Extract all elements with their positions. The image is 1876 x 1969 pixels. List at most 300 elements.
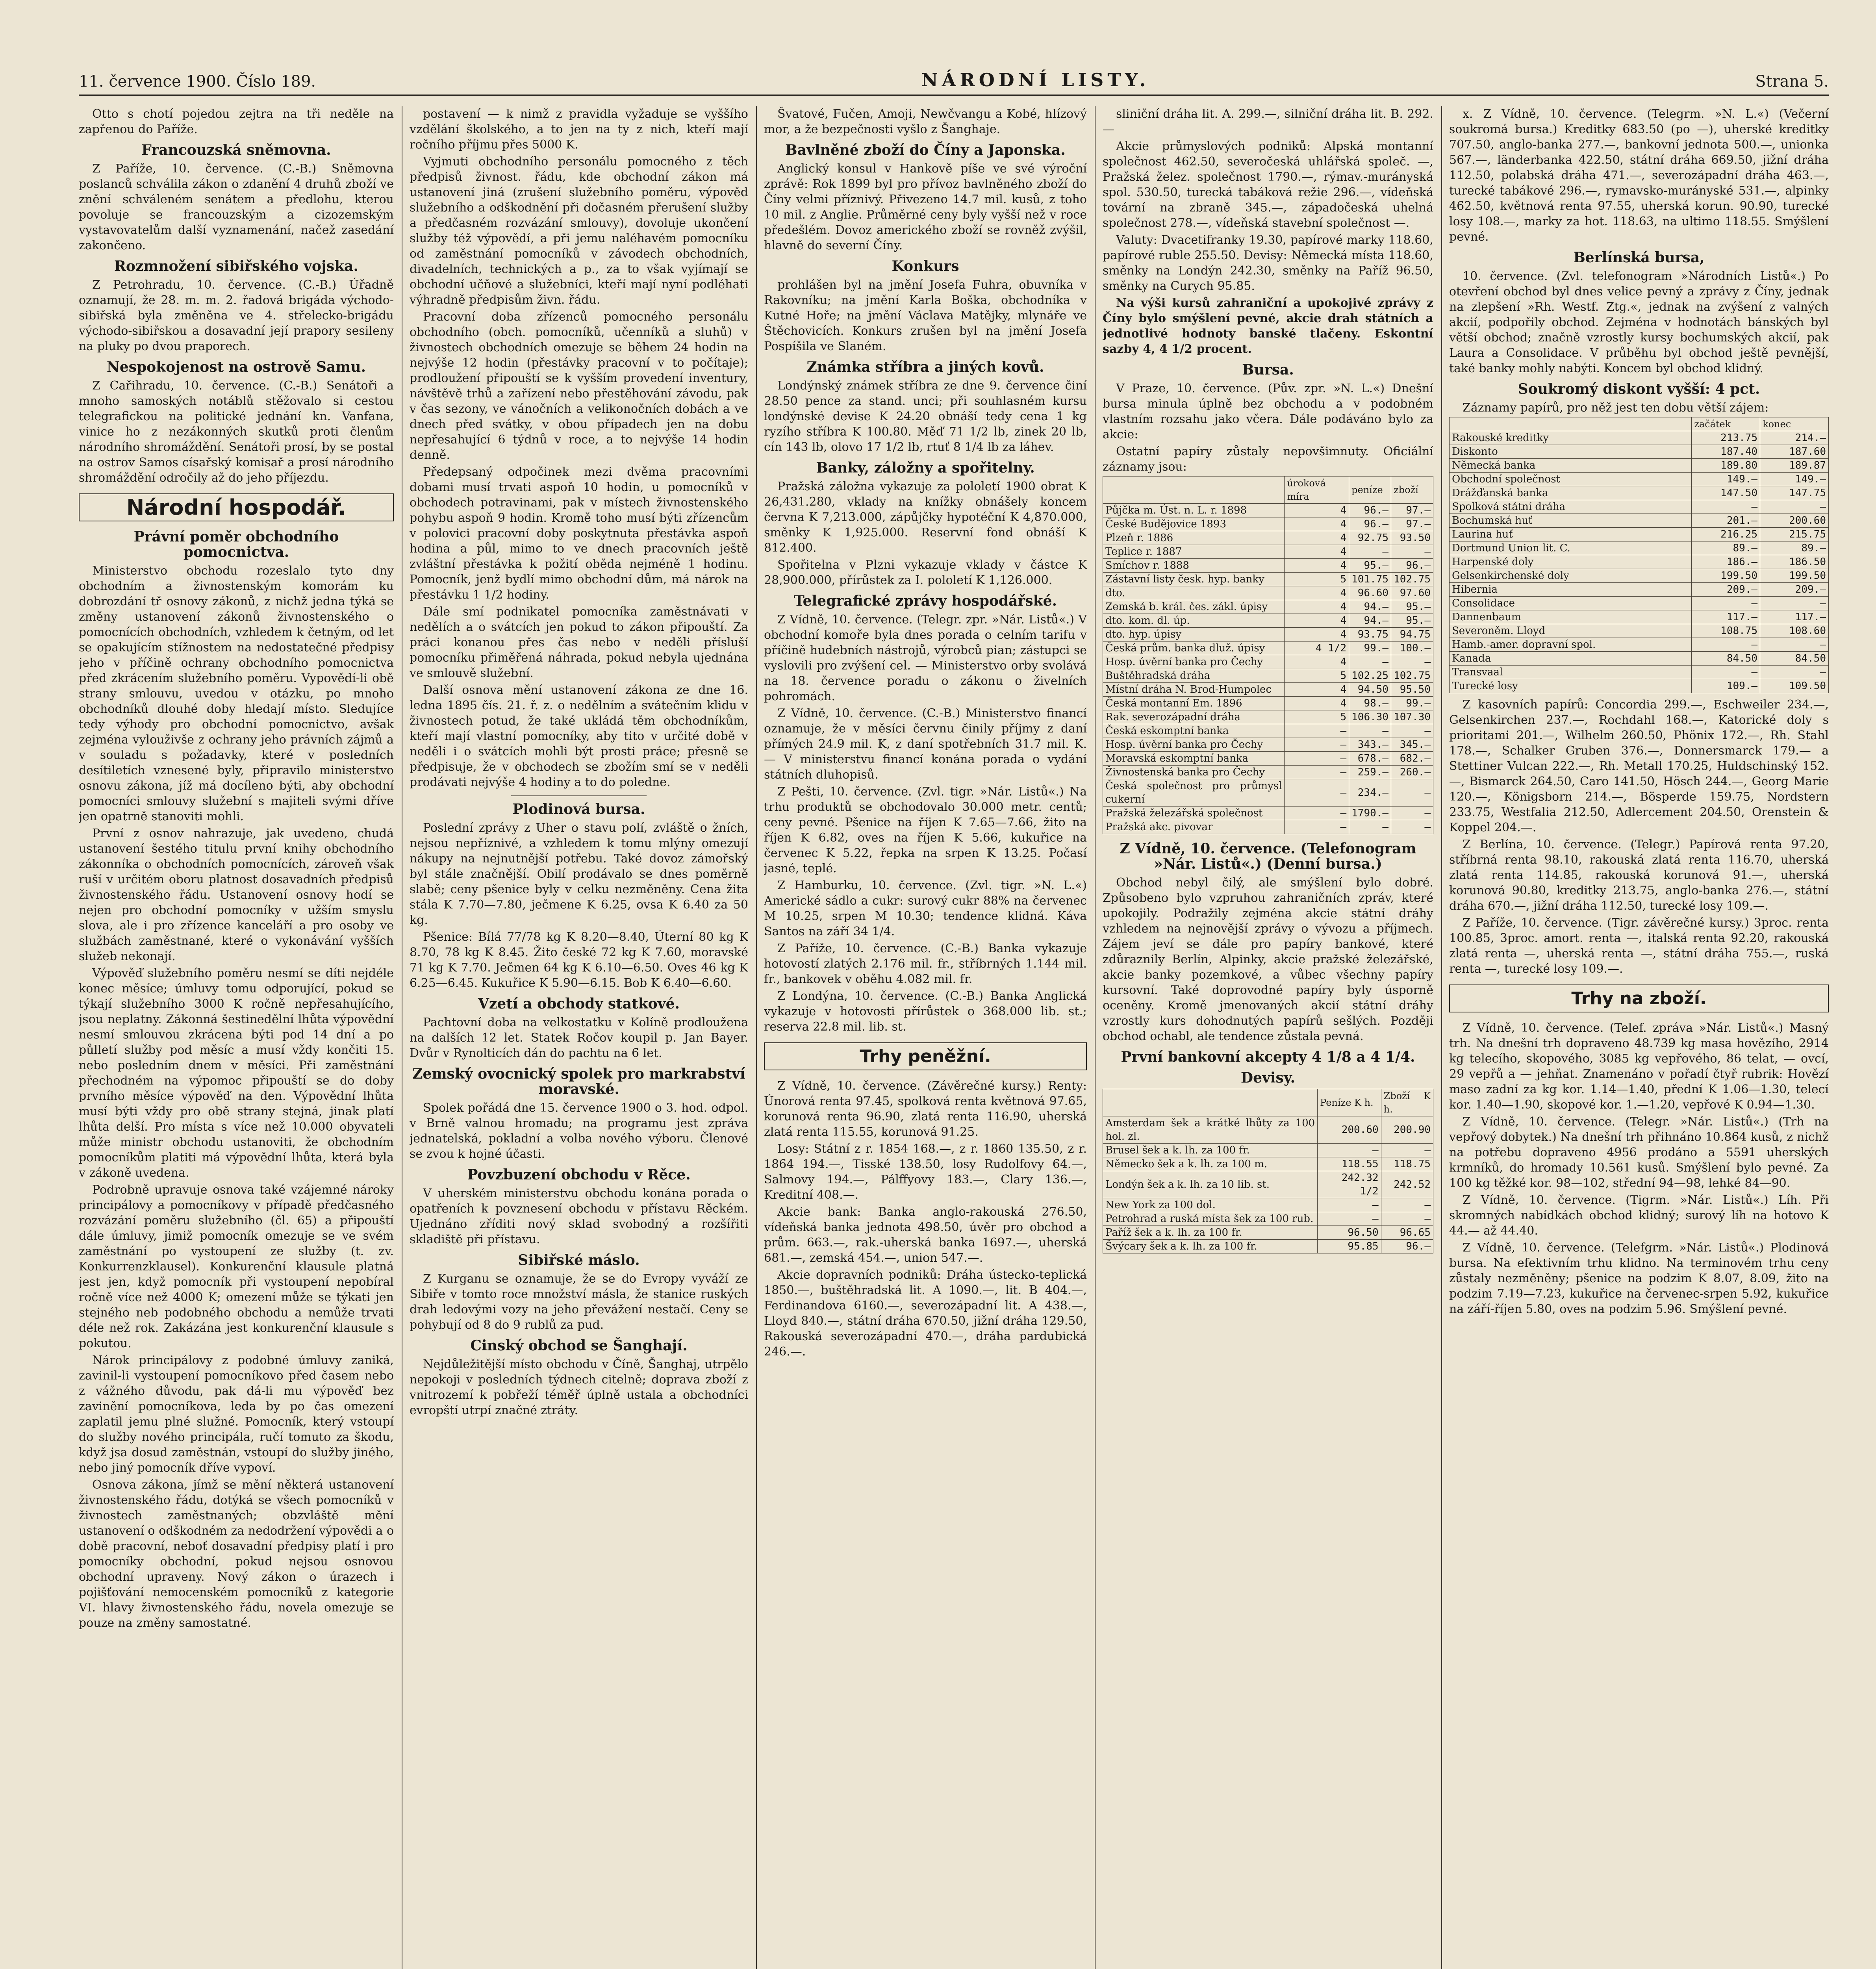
header-rule bbox=[79, 95, 1829, 96]
table-cell: Švýcary šek a k. lh. za 100 fr. bbox=[1103, 1240, 1318, 1253]
paragraph: Osnova zákona, jímž se mění některá ustanovení živnostenského řádu, dotýká se všech pomocníků v živnostech zaměstnaných; obzvláště mění ustanovení o odškodném za nedodržení výpovědi a o době pracovní, neboť dosavadní předpisy platí i pro pomocníky obchodní, pokud nejsou osnovou obchodní upraveny. Nový zákon o úrazech i pojišťování nemocenském pomocníků z kategorie VI. hlavy živnostenského řádu, novela omezuje se pouze na změny samostatné. bbox=[79, 1478, 394, 1630]
paragraph: Spořitelna v Plzni vykazuje vklady v částce K 28,900.000, přírůstek za I. pololetí K 1,126.000. bbox=[764, 558, 1087, 587]
table-row bbox=[1103, 573, 1433, 586]
paragraph: Záznamy papírů, pro něž jest ten dobu větší zájem: bbox=[1463, 401, 1769, 415]
table-cell: Buštěhradská dráha bbox=[1103, 669, 1285, 683]
page-number: Strana 5. bbox=[1755, 72, 1829, 91]
table-row bbox=[1103, 779, 1433, 807]
paragraph: Anglický konsul v Hankově píše ve své výroční zprávě: Rok 1899 byl pro přívoz bavlněného zboží do Číny velmi příznivý. Přivezeno 14.7 mil. kusů, z toho 10 mil. z Anglie. Průměrné ceny byly vyšší než v roce předešlém. Dovoz amerického zboží se rovněž zvýšil, hlavně do severní Číny. bbox=[764, 162, 1087, 252]
table-row bbox=[1103, 1212, 1433, 1226]
headline: Devisy. bbox=[1240, 1070, 1296, 1086]
paragraph: Výpověď služebního poměru nesmí se díti nejdéle konec měsíce; úmluvy tomu odporující, pokud se týkají služebního 3000 K ročně nepřesahujícího, jsou neplatny. Zákonná šestinedělní lhůta výpovědní nesmí smlouvou zkrácena býti pod 14 dní a po půlletí služby pod měsíc a musí vždy končiti 15. nebo posledním dnem v měsíci. Při zaměstnání přechodném na výpomoc připouští se do doby prvního měsíce výpověď na den. Výpovědní lhůta musí býti vždy pro obě strany stejná, jinak platí lhůta delší. Pro místa s více než 10.000 obyvateli může ministr obchodu ustanoviti, že obchodním pomocníkům platiti má výpovědní lhůta, která byla v zákoně uvedena. bbox=[79, 966, 394, 1180]
paragraph: Z Paříže, 10. července. (Tigr. závěrečné kursy.) 3proc. renta 100.85, 3proc. amort. renta —, italská renta 92.20, rakouská zlatá renta —, uherská renta —, státní dráha 755.—, ruská renta —, turecké losy 109.—. bbox=[1449, 916, 1829, 976]
table-cell: — bbox=[1349, 724, 1391, 738]
table-cell: Smíchov r. 1888 bbox=[1103, 559, 1285, 573]
headline: Soukromý diskont vyšší: 4 pct. bbox=[1518, 381, 1760, 397]
table-cell: 4 bbox=[1285, 655, 1349, 669]
table-cell: Brusel šek a k. lh. za 100 fr. bbox=[1103, 1144, 1318, 1157]
paragraph: Na výši kursů zahraniční a upokojivé zprávy z Číny bylo smýšlení pevné, akcie drah státních a jednotlivé hodnoty banské tlačeny. Eskontní sazby 4, 4 1/2 procent. bbox=[1103, 296, 1433, 356]
paragraph: Z Paříže, 10. července. (C.-B.) Sněmovna poslanců schválila zákon o zdanění 4 druhů zboží ve znění schváleném senátem a předlohu, kterou povoluje se francouzským a cizozemským vystavovatelům další vyznamenání, načež zasedání zakončeno. bbox=[79, 162, 394, 252]
table-row bbox=[1450, 473, 1829, 486]
table-cell: 200.60 bbox=[1318, 1116, 1381, 1144]
table-row bbox=[1103, 683, 1433, 697]
table-row bbox=[1450, 638, 1829, 652]
table-cell: Dannenbaum bbox=[1450, 610, 1692, 624]
table-cell: 678.— bbox=[1349, 752, 1391, 766]
table-cell: 5 bbox=[1285, 573, 1349, 586]
table-cell: 94.— bbox=[1349, 600, 1391, 614]
table-cell: 4 bbox=[1285, 697, 1349, 710]
table-cell: 102.75 bbox=[1391, 573, 1433, 586]
headline: Bursa. bbox=[1242, 362, 1294, 378]
headline: První bankovní akcepty 4 1/8 a 4 1/4. bbox=[1121, 1049, 1415, 1065]
table-cell: Teplice r. 1887 bbox=[1103, 545, 1285, 559]
table-cell: — bbox=[1391, 820, 1433, 834]
table-cell: 149.— bbox=[1760, 473, 1829, 486]
table-cell: Transvaal bbox=[1450, 666, 1692, 679]
table-cell: 96.— bbox=[1391, 559, 1433, 573]
table-row bbox=[1103, 738, 1433, 752]
table-cell: 186.— bbox=[1692, 555, 1760, 569]
table-cell: Kanada bbox=[1450, 652, 1692, 666]
table-cell: Česká společnost pro průmysl cukerní bbox=[1103, 779, 1285, 807]
headline: Nespokojenost na ostrově Samu. bbox=[106, 359, 366, 375]
headline: Právní poměr obchodního pomocnictva. bbox=[133, 528, 339, 560]
column-header: Peníze K h. bbox=[1318, 1089, 1381, 1116]
table-row bbox=[1103, 1116, 1433, 1144]
table-cell: 199.50 bbox=[1692, 569, 1760, 583]
table-cell: 201.— bbox=[1692, 514, 1760, 528]
table-cell: Pražská železářská společnost bbox=[1103, 807, 1285, 820]
paragraph: Akcie průmyslových podniků: Alpská montanní společnost 462.50, severočeská uhlářská společ. —, Pražská želez. společnost 1790.—, rýmav.-murányská spol. 530.50, turecká tabáková režie 296.—, vídeňská tovární na zbraně 345.—, západočeská uhelná společnost 278.—, vídeňská stavební společnost —. bbox=[1103, 139, 1433, 230]
table-cell: New York za 100 dol. bbox=[1103, 1198, 1318, 1212]
paragraph: Z Pešti, 10. července. (Zvl. tigr. »Nár. Listů«.) Na trhu produktů se obchodovalo 30.000 metr. centů; ceny pevné. Pšenice na říjen K 7.65—7.66, žito na říjen K 6.82, oves na říjen K 5.66, kukuřice na červenec K 5.22, řepka na srpen K 13.25. Počasí jasné, teplé. bbox=[764, 785, 1087, 875]
table-cell: 187.60 bbox=[1760, 445, 1829, 459]
paragraph: sliniční dráha lit. A. 299.—, silniční dráha lit. B. 292.— bbox=[1103, 107, 1433, 136]
table-cell: 4 bbox=[1285, 614, 1349, 628]
table-row bbox=[1103, 600, 1433, 614]
table-cell: Hosp. úvěrní banka pro Čechy bbox=[1103, 655, 1285, 669]
paragraph: Z Berlína, 10. července. (Telegr.) Papírová renta 97.20, stříbrná renta 98.10, rakouská zlatá renta 116.70, uherská zlatá renta 114.85, rakouská korunová 91.—, uherská korunová 90.80, kreditky 213.75, anglo-banka 276.—, státní dráha 670.—, jižní dráha 112.50, turecké losy 109.—. bbox=[1449, 838, 1829, 913]
paragraph: Z Cařihradu, 10. července. (C.-B.) Senátoři a mnoho samoských notáblů stěžovalo si cestou telegrafickou na politické jednání kn. Vanfana, vinice ho z nezákonných skutků proti členům národního shromáždění. Senátoři prosí, by se postal na ostrov Samos císařský komisař a prosí národního shromáždění odročily až do jeho příjezdu. bbox=[79, 379, 394, 485]
table-cell: 4 bbox=[1285, 504, 1349, 517]
table-cell: 214.— bbox=[1760, 431, 1829, 445]
table-cell: 92.75 bbox=[1349, 531, 1391, 545]
headline: Rozmnožení sibiřského vojska. bbox=[114, 258, 358, 274]
paragraph: Pšenice: Bílá 77/78 kg K 8.20—8.40, Úterní 80 kg K 8.70, 78 kg K 8.45. Žito české 72 kg K 7.60, moravské 71 kg K 7.70. Ječmen 64 kg K 6.10—6.50. Oves 46 kg K 6.25—6.45. Kukuřice K 5.90—6.15. Bob K 6.40—6.60. bbox=[410, 930, 748, 990]
table-cell: 96.50 bbox=[1318, 1226, 1381, 1240]
table-cell: — bbox=[1285, 807, 1349, 820]
paragraph: Z Petrohradu, 10. července. (C.-B.) Úřadně oznamují, že 28. m. m. 2. řadová brigáda východo-sibiřská byla změněna ve 4. střelecko-brigádu východo-sibiřskou a dosavadní její prapory sesileny na pluky po dvou praporech. bbox=[79, 278, 394, 353]
table-cell: 93.75 bbox=[1349, 628, 1391, 642]
headline: Berlínská bursa, bbox=[1573, 249, 1705, 266]
table-cell: 97.60 bbox=[1391, 586, 1433, 600]
table-cell: České Budějovice 1893 bbox=[1103, 517, 1285, 531]
table-cell: Dortmund Union lit. C. bbox=[1450, 541, 1692, 555]
berlin-quotes-table bbox=[1449, 417, 1829, 693]
table-cell: — bbox=[1349, 545, 1391, 559]
headline: Telegrafické zprávy hospodářské. bbox=[793, 593, 1057, 609]
table-row bbox=[1450, 431, 1829, 445]
table-row bbox=[1450, 652, 1829, 666]
paragraph: Z Vídně, 10. července. (Telef. zpráva »Nár. Listů«.) Masný trh. Na dnešní trh dopraveno 48.739 kg masa hovězího, 2914 kg telecího, skopového, 3085 kg vepřového, 86 telat, — ovcí, 29 vepřů a — jehňat. Znamenáno v pořadí čtyř rubrik: Hovězí maso zadní za kg kor. 1.14—1.40, přední K 1.06—1.30, telecí kor. 1.40—1.90, skopové kor. 1.—1.20, vepřové K 0.94—1.30. bbox=[1449, 1021, 1829, 1112]
table-cell: — bbox=[1349, 655, 1391, 669]
table-row bbox=[1450, 555, 1829, 569]
column-rule bbox=[1095, 106, 1096, 1969]
column-header: začátek bbox=[1692, 417, 1760, 431]
table-cell: Hamb.-amer. dopravní spol. bbox=[1450, 638, 1692, 652]
table-cell: 242.32 1/2 bbox=[1318, 1171, 1381, 1198]
table-cell: 96.65 bbox=[1381, 1226, 1433, 1240]
paragraph: Akcie dopravních podniků: Dráha ústecko-teplická 1850.—, buštěhradská lit. A 1090.—, lit. B 404.—, Ferdinandova 6160.—, severozápadní lit. A 438.—, Lloyd 840.—, státní dráha 670.50, jižní dráha 129.50, Rakouská severozápadní 470.—, dráha pardubická 246.—. bbox=[764, 1268, 1087, 1359]
table-cell: dto. kom. dl. úp. bbox=[1103, 614, 1285, 628]
section-heading: Národní hospodář. bbox=[79, 493, 394, 521]
table-row bbox=[1103, 669, 1433, 683]
column-header: peníze bbox=[1349, 476, 1391, 504]
table-cell: — bbox=[1318, 1144, 1381, 1157]
table-cell: 95.50 bbox=[1391, 683, 1433, 697]
table-cell: 95.— bbox=[1349, 559, 1391, 573]
paragraph: Švatové, Fučen, Amoji, Newčvangu a Kobé, hlízový mor, a že bezpečnosti vyšlo z Šanghaje. bbox=[764, 107, 1087, 136]
table-cell: 4 bbox=[1285, 517, 1349, 531]
table-cell: 4 bbox=[1285, 531, 1349, 545]
table-cell: — bbox=[1318, 1198, 1381, 1212]
table-cell: 4 bbox=[1285, 559, 1349, 573]
paragraph: Ministerstvo obchodu rozeslalo tyto dny obchodním a živnostenským komorám ku dobrozdání tř osnovy zákonů, z nichž jedna týká se změny ustanovení zákonů živnostenského o pomocnících obchodních, vzhledem k četným, od let se opakujícím stížnostem na nedostatečné předpisy jeho v příčině ochrany obchodního pomocnictva před zkrácením služebního poměru. Vypovědí-li obě strany smlouvu, uvedou v otázku, po mnoho obchodníků dlouhé doby hledají místo. Sledujíce tedy výhody pro obchodní pomocnictvo, avšak zejména vylouživše z ochrany jeho právních zájmů a v souladu s požadavky, které v posledních desítiletích vznesené byly, připravilo ministerstvo osnovu zákona, jíž má docíleno býti, aby obchodní pomocníci smlouvy služební s majiteli svými dříve jen opatrně stanoviti mohli. bbox=[79, 564, 394, 823]
headline: Známka stříbra a jiných kovů. bbox=[806, 359, 1044, 375]
table-row bbox=[1103, 807, 1433, 820]
table-cell: — bbox=[1285, 779, 1349, 807]
table-cell: — bbox=[1285, 820, 1349, 834]
table-row bbox=[1450, 500, 1829, 514]
paragraph: Předepsaný odpočinek mezi dvěma pracovními dobami musí trvati aspoň 10 hodin, u pomocníků v obchodech potravinami, pak v místech živnostenského pohybu aspoň 9 hodin. Kromě toho musí býti zřízencům v polovici pracovní doby poskytnuta přestávka aspoň hodina a půl, mimo to ve dnech pracovních ještě zvláštní přestávka k požití oběda nejméně 1 hodinu. Pomocník, jenž bydlí mimo obchodní dům, má nárok na přestávku 1 1/2 hodiny. bbox=[410, 465, 748, 602]
table-cell: 189.87 bbox=[1760, 459, 1829, 473]
headline: Povzbuzení obchodu v Rěce. bbox=[467, 1166, 691, 1183]
table-cell: 95.— bbox=[1391, 614, 1433, 628]
table-cell: 200.60 bbox=[1760, 514, 1829, 528]
table-cell: 93.50 bbox=[1391, 531, 1433, 545]
table-cell: — bbox=[1349, 820, 1391, 834]
table-row bbox=[1103, 586, 1433, 600]
paragraph: Z Vídně, 10. července. (Tigrm. »Nár. Listů«.) Líh. Při skromných nabídkách obchod klidný; surový líh na hotovo K 44.— až 44.40. bbox=[1449, 1193, 1829, 1238]
table-cell: 343.— bbox=[1349, 738, 1391, 752]
table-cell: Živnostenská banka pro Čechy bbox=[1103, 766, 1285, 779]
table-cell: 118.75 bbox=[1381, 1157, 1433, 1171]
table-cell: 94.— bbox=[1349, 614, 1391, 628]
table-cell: Německá banka bbox=[1450, 459, 1692, 473]
paragraph: x. Z Vídně, 10. července. (Telegrm. »N. L.«) (Večerní soukromá bursa.) Kreditky 683.50 (po —), uherské kreditky 707.50, anglo-banka 277.—, bankovní jednota 500.—, unionka 567.—, länderbanka 422.50, státní dráha 669.50, jižní dráha 112.50, polabská dráha 471.—, severozápadní dráha 463.—, turecké tabákové 296.—, rymavsko-murányské 531.—, alpinky 462.50, květnová renta 97.55, uherská korun. 90.90, turecké losy 108.—, marky za hot. 118.63, na ultimo 118.55. Smýšlení pevné. bbox=[1449, 107, 1829, 244]
devisen-table bbox=[1103, 1089, 1433, 1253]
paragraph: Otto s chotí pojedou zejtra na tři neděle na zapřenou do Paříže. bbox=[79, 107, 394, 136]
table-cell: — bbox=[1391, 779, 1433, 807]
table-cell: Petrohrad a ruská místa šek za 100 rub. bbox=[1103, 1212, 1318, 1226]
table-row bbox=[1103, 766, 1433, 779]
table-cell: 109.50 bbox=[1760, 679, 1829, 693]
column-4 bbox=[1103, 106, 1433, 1969]
table-row bbox=[1450, 486, 1829, 500]
table-cell: Místní dráha N. Brod-Humpolec bbox=[1103, 683, 1285, 697]
table-row bbox=[1103, 1240, 1433, 1253]
paragraph: prohlášen byl na jmění Josefa Fuhra, obuvníka v Rakovníku; na jmění Karla Boška, obchodníka v Kutné Hoře; na jmění Václava Matějky, mlynáře ve Štěchovicích. Konkurs zrušen byl na jmění Josefa Pospíšila ve Slaném. bbox=[764, 278, 1087, 353]
table-row bbox=[1450, 528, 1829, 541]
table-cell: 186.50 bbox=[1760, 555, 1829, 569]
column-2 bbox=[410, 106, 748, 1969]
table-cell: 682.— bbox=[1391, 752, 1433, 766]
table-row bbox=[1450, 624, 1829, 638]
paragraph: Dále smí podnikatel pomocníka zaměstnávati v nedělích a o svátcích jen pokud to zákon připouští. Za práci konanou přes čas nebo v neděli přísluší pomocníku přiměřená náhrada, pokud nebyla ujednána ve smlouvě služební. bbox=[410, 605, 748, 680]
column-header: úroková míra bbox=[1285, 476, 1349, 504]
table-body bbox=[1103, 1116, 1433, 1253]
headline: Banky, záložny a spořitelny. bbox=[816, 460, 1035, 476]
table-cell: 117.— bbox=[1760, 610, 1829, 624]
table-cell: 109.— bbox=[1692, 679, 1760, 693]
table-cell: Turecké losy bbox=[1450, 679, 1692, 693]
table-row bbox=[1103, 531, 1433, 545]
table-cell: Spolková státní dráha bbox=[1450, 500, 1692, 514]
table-cell: 4 bbox=[1285, 628, 1349, 642]
table-row bbox=[1103, 1198, 1433, 1212]
table-cell: — bbox=[1391, 655, 1433, 669]
headline: Sibiřské máslo. bbox=[518, 1252, 640, 1268]
table-cell: 94.75 bbox=[1391, 628, 1433, 642]
paragraph: Pražská záložna vykazuje za pololetí 1900 obrat K 26,431.280, vklady na knížky obnášely koncem června K 7,213.000, zápůjčky hypotéční K 4,870.000, směnky K 1,925.000. Reservní fond obnáší K 812.400. bbox=[764, 480, 1087, 555]
headline: Z Vídně, 10. července. (Telefonogram »Nár. Listů«.) (Denní bursa.) bbox=[1120, 840, 1416, 872]
table-cell: 97.— bbox=[1391, 504, 1433, 517]
table-cell: — bbox=[1391, 807, 1433, 820]
table-cell: 108.75 bbox=[1692, 624, 1760, 638]
table-row bbox=[1103, 1157, 1433, 1171]
paragraph: Z Vídně, 10. července. (Závěrečné kursy.) Renty: Únorová renta 97.45, spolková renta květnová 97.65, korunová renta 96.90, zlatá renta 116.90, uherská zlatá renta 115.55, korunová 91.25. bbox=[764, 1079, 1087, 1139]
table-cell: 189.80 bbox=[1692, 459, 1760, 473]
table-body bbox=[1103, 504, 1433, 834]
table-cell: 102.75 bbox=[1391, 669, 1433, 683]
table-cell: 234.— bbox=[1349, 779, 1391, 807]
paragraph: Podrobně upravuje osnova také vzájemné nároky principálovy a pomocníkovy v případě předčasného rozvázání poměru služebního (čl. 65) a připouští dále úmluvy, jimiž pomocník omezuje se ve svém zaměstnání po vystoupení ze služby (t. zv. Konkurrenzklausel). Konkurenční klausule platná jest jen, když pomocník při vystoupení nepobíral ročně více než 4000 K; omezení může se týkati jen stejného neb podobného obchodu a nemůže trvati déle než rok. Zakázána jest konkurenční klausule s pokutou. bbox=[79, 1183, 394, 1350]
column-3 bbox=[764, 106, 1087, 1969]
paragraph: Z Londýna, 10. července. (C.-B.) Banka Anglická vykazuje v hotovosti přírůstek o 368.000 lib. st.; reserva 22.8 mil. lib. st. bbox=[764, 989, 1087, 1034]
table-row bbox=[1450, 569, 1829, 583]
paragraph: Z Vídně, 10. července. (Telefgrm. »Nár. Listů«.) Plodinová bursa. Na efektivním trhu klidno. Na terminovém trhu ceny zůstaly nezměněny; pšenice na podzim K 8.07, 8.09, žito na podzim 7.19—7.23, kukuřice na červenec-srpen 5.92, kukuřice na září-říjen 5.80, oves na podzim 5.96. Smýšlení pevné. bbox=[1449, 1241, 1829, 1316]
table-cell: Česká prům. banka dluž. úpisy bbox=[1103, 642, 1285, 655]
table-cell: 84.50 bbox=[1760, 652, 1829, 666]
column-header bbox=[1103, 476, 1285, 504]
column-header: zboží bbox=[1391, 476, 1433, 504]
table-cell: 99.— bbox=[1391, 697, 1433, 710]
table-row bbox=[1103, 614, 1433, 628]
table-cell: 5 bbox=[1285, 669, 1349, 683]
table-cell: 199.50 bbox=[1760, 569, 1829, 583]
table-cell: 96.— bbox=[1349, 504, 1391, 517]
table-cell: — bbox=[1760, 638, 1829, 652]
table-row bbox=[1103, 642, 1433, 655]
table-cell: 4 1/2 bbox=[1285, 642, 1349, 655]
table-row bbox=[1103, 628, 1433, 642]
issue-date: 11. července 1900. Číslo 189. bbox=[79, 72, 316, 91]
table-cell: Moravská eskomptní banka bbox=[1103, 752, 1285, 766]
table-cell: — bbox=[1760, 597, 1829, 610]
table-row bbox=[1450, 459, 1829, 473]
table-cell: 95.— bbox=[1391, 600, 1433, 614]
paragraph: Další osnova mění ustanovení zákona ze dne 16. ledna 1895 čís. 21. ř. z. o nedělním a svátečním klidu v živnostech potud, že také ukládá těm obchodníkům, kteří mají vlastní pomocníky, aby tito v určité době v neděli i o svátcích mohli být prosti práce; přesně se předpisuje, že v obchodech se zbožím smí se v neděli prodávati nejvýše 4 hodiny a to do poledne. bbox=[410, 683, 748, 789]
table-cell: 117.— bbox=[1692, 610, 1760, 624]
table-cell: Plzeň r. 1886 bbox=[1103, 531, 1285, 545]
table-row bbox=[1103, 1171, 1433, 1198]
headline: Francouzská sněmovna. bbox=[141, 142, 331, 158]
table-cell: 89.— bbox=[1760, 541, 1829, 555]
table-row bbox=[1450, 610, 1829, 624]
headline: Cinský obchod se Šanghají. bbox=[470, 1337, 688, 1354]
table-cell: Severoněm. Lloyd bbox=[1450, 624, 1692, 638]
table-cell: — bbox=[1692, 638, 1760, 652]
table-cell: 4 bbox=[1285, 545, 1349, 559]
table-cell: 118.55 bbox=[1318, 1157, 1381, 1171]
table-cell: 187.40 bbox=[1692, 445, 1760, 459]
paragraph: Spolek pořádá dne 15. července 1900 o 3. hod. odpol. v Brně valnou hromadu; na programu jest zpráva jednatelská, pokladní a volba nového výboru. Členové se zvou k hojné účasti. bbox=[410, 1101, 748, 1161]
table-row bbox=[1103, 545, 1433, 559]
table-cell: dto. hyp. úpisy bbox=[1103, 628, 1285, 642]
headline: Zemský ovocnický spolek pro markrabství moravské. bbox=[412, 1066, 745, 1098]
table-cell: Česká montanní Em. 1896 bbox=[1103, 697, 1285, 710]
table-row bbox=[1103, 559, 1433, 573]
paragraph: postavení — k nimž z pravidla vyžaduje se vyššího vzdělání školského, a to jen na ty z nich, kteří mají ročního příjmu přes 5000 K. bbox=[410, 107, 748, 152]
table-cell: Obchodní společnost bbox=[1450, 473, 1692, 486]
table-cell: 95.85 bbox=[1318, 1240, 1381, 1253]
column-5 bbox=[1449, 106, 1829, 1969]
table-cell: 242.52 bbox=[1381, 1171, 1433, 1198]
column-rule bbox=[1441, 106, 1442, 1969]
table-cell: Bochumská huť bbox=[1450, 514, 1692, 528]
table-cell: 4 bbox=[1285, 586, 1349, 600]
column-rule bbox=[756, 106, 757, 1969]
table-cell: — bbox=[1318, 1212, 1381, 1226]
table-cell: 147.75 bbox=[1760, 486, 1829, 500]
table-cell: Hosp. úvěrní banka pro Čechy bbox=[1103, 738, 1285, 752]
table-cell: 4 bbox=[1285, 600, 1349, 614]
table-cell: 106.30 bbox=[1349, 710, 1391, 724]
table-cell: 96.— bbox=[1349, 517, 1391, 531]
paragraph: Z Vídně, 10. července. (Telegr. »Nár. Listů«.) (Trh na vepřový dobytek.) Na dnešní trh přihnáno 10.864 kusů, z nichž na potřebu dopraveno 4956 prodáno a 5591 uherských krmníků, do hromady 10.561 kusů. Smýšlení bylo pevné. Za 100 kg těžké kor. 98—102, střední 94—98, lehké 84—90. bbox=[1449, 1115, 1829, 1190]
table-cell: Rakouské kreditky bbox=[1450, 431, 1692, 445]
table-cell: Zemská b. král. čes. zákl. úpisy bbox=[1103, 600, 1285, 614]
paragraph: Nejdůležitější místo obchodu v Číně, Šanghaj, utrpělo nepokoji v posledních týdnech citelně; doprava zboží z vnitrozemí k pobřeží téměř úplně ustala a obchodníci evropští utrpí značné ztráty. bbox=[410, 1357, 748, 1417]
table-cell: 101.75 bbox=[1349, 573, 1391, 586]
table-cell: — bbox=[1381, 1198, 1433, 1212]
column-header: konec bbox=[1760, 417, 1829, 431]
table-header-row bbox=[1103, 1089, 1433, 1116]
table-cell: 213.75 bbox=[1692, 431, 1760, 445]
paragraph: Londýnský známek stříbra ze dne 9. července činí 28.50 pence za stand. unci; při souhlasném kursu londýnské devise K 24.20 obnáší tedy cena 1 kg ryzího stříbra K 100.80. Měď 71 1/2 lb, zinek 20 lb, cín 143 lb, olovo 17 1/2 lb, rtuť 8 1/4 lb za láhev. bbox=[764, 379, 1087, 454]
table-cell: 5 bbox=[1285, 710, 1349, 724]
table-cell: 209.— bbox=[1760, 583, 1829, 597]
table-row bbox=[1450, 666, 1829, 679]
paragraph: Pracovní doba zřízenců pomocného personálu obchodního (obch. pomocníků, učenníků a sluhů) v živnostech obchodních omezuje se během 24 hodin na nejvýše 12 hodin (přestávky pracovní v to počítaje); prodloužení připouští se k vyšším provedení inventury, návštěvě trhů a zařízení nebo přestěhování závodu, pak v čas sezony, ve vánočních a velikonočních dobách a ve dnech před svátky, v obou případech jen na dobu nepřesahující 6 týdnů v roce, a to nejvýše 14 hodin denně. bbox=[410, 310, 748, 462]
table-cell: 4 bbox=[1285, 683, 1349, 697]
paragraph: V uherském ministerstvu obchodu konána porada o opatřeních k povznesení obchodu v přístavu Rěckém. Ujednáno zříditi nový sklad svobodný a rozšířiti skladiště při přístavu. bbox=[410, 1187, 748, 1246]
masthead bbox=[79, 63, 1829, 91]
section-heading: Trhy na zboží. bbox=[1449, 984, 1829, 1012]
table-cell: Laurina huť bbox=[1450, 528, 1692, 541]
table-cell: 1790.— bbox=[1349, 807, 1391, 820]
headline: Bavlněné zboží do Číny a Japonska. bbox=[785, 142, 1066, 158]
paragraph: Nárok principálovy z podobné úmluvy zaniká, zavinil-li vystoupení pomocníkovo před časem nebo z vážného důvodu, pak dá-li mu výpověď bez zavinění pomocníkova, leda by po čas omezení zaplatil jemu plné služné. Pomocník, který vstoupí do služby nového principála, ručí tomuto za škodu, když jsa dosud zaměstnán, vstoupí do služby jiného, nebo jiný pomocník dříve vypoví. bbox=[79, 1353, 394, 1475]
table-cell: Zástavní listy česk. hyp. banky bbox=[1103, 573, 1285, 586]
paragraph: V Praze, 10. července. (Pův. zpr. »N. L.«) Dnešní bursa minula úplně bez obchodu a v podobném vlastním rozsahu jako včera. Dále podáváno bylo za akcie: bbox=[1103, 382, 1433, 441]
table-cell: 94.50 bbox=[1349, 683, 1391, 697]
table-cell: Diskonto bbox=[1450, 445, 1692, 459]
table-cell: 100.— bbox=[1391, 642, 1433, 655]
bond-quotes-table bbox=[1103, 476, 1433, 834]
table-cell: 84.50 bbox=[1692, 652, 1760, 666]
table-row bbox=[1450, 541, 1829, 555]
table-cell: 99.— bbox=[1349, 642, 1391, 655]
table-cell: 216.25 bbox=[1692, 528, 1760, 541]
table-cell: 260.— bbox=[1391, 766, 1433, 779]
table-cell: Harpenské doly bbox=[1450, 555, 1692, 569]
table-cell: 345.— bbox=[1391, 738, 1433, 752]
table-row bbox=[1450, 445, 1829, 459]
section-heading: Trhy peněžní. bbox=[764, 1042, 1087, 1070]
newspaper-title: NÁRODNÍ LISTY. bbox=[921, 69, 1150, 91]
table-cell: — bbox=[1760, 500, 1829, 514]
table-cell: 209.— bbox=[1692, 583, 1760, 597]
table-cell: — bbox=[1391, 724, 1433, 738]
table-cell: 96.60 bbox=[1349, 586, 1391, 600]
table-cell: Německo šek a k. lh. za 100 m. bbox=[1103, 1157, 1318, 1171]
table-cell: — bbox=[1381, 1212, 1433, 1226]
table-cell: 107.30 bbox=[1391, 710, 1433, 724]
table-cell: — bbox=[1285, 766, 1349, 779]
table-cell: 149.— bbox=[1692, 473, 1760, 486]
table-cell: — bbox=[1760, 666, 1829, 679]
table-cell: Londýn šek a k. lh. za 10 lib. st. bbox=[1103, 1171, 1318, 1198]
table-cell: Česká eskomptní banka bbox=[1103, 724, 1285, 738]
paragraph: Z Kurganu se oznamuje, že se do Evropy vyváží ze Sibiře v tomto roce množství másla, že stanice ruských drah ledovými vozy na jeho převážení nestačí. Ceny se pohybují od 8 do 9 rublů za pud. bbox=[410, 1272, 748, 1332]
table-cell: Půjčka m. Úst. n. L. r. 1898 bbox=[1103, 504, 1285, 517]
table-row bbox=[1450, 514, 1829, 528]
paragraph: Poslední zprávy z Uher o stavu polí, zvláště o žních, nejsou nepříznivé, a vzhledem k tomu mlýny omezují nákupy na nejnutnější potřebu. Také dovoz zámořský byl stále značnější. Obilí prodávalo se dnes poměrně slabě; ceny pšenice byly v celku nezměněny. Cena žita stála K 7.70—7.80, ječmene K 6.25, ovsa K 6.40 za 50 kg. bbox=[410, 821, 748, 927]
table-header-row bbox=[1103, 476, 1433, 504]
table-cell: 102.25 bbox=[1349, 669, 1391, 683]
paragraph: Z Hamburku, 10. července. (Zvl. tigr. »N. L.«) Americké sádlo a cukr: surový cukr 88% na červenec M 10.25, srpen M 10.30; tendence klidná. Káva Santos na září 34 1/4. bbox=[764, 879, 1087, 938]
table-cell: Paříž šek a k. lh. za 100 fr. bbox=[1103, 1226, 1318, 1240]
paragraph: První z osnov nahrazuje, jak uvedeno, chudá ustanovení šestého titulu první knihy obchodního zákonníka o obchodních pomocnících, zároveň však ruší v určitém oboru platnost dosavadních předpisů živnostenského řádu. Ustanovení osnovy hodí se nejen pro obchodní pomocníky v užším smyslu slova, ale i pro zřízence kanceláří a pro osoby ve službách zaměstnané, které o vykonávání vyšších služeb nekonají. bbox=[79, 827, 394, 963]
table-cell: — bbox=[1692, 597, 1760, 610]
table-row bbox=[1450, 679, 1829, 693]
column-header bbox=[1450, 417, 1692, 431]
table-cell: Gelsenkirchenské doly bbox=[1450, 569, 1692, 583]
table-cell: — bbox=[1285, 738, 1349, 752]
table-row bbox=[1103, 724, 1433, 738]
table-cell: 98.— bbox=[1349, 697, 1391, 710]
table-cell: — bbox=[1285, 724, 1349, 738]
table-header-row bbox=[1450, 417, 1829, 431]
table-cell: — bbox=[1692, 666, 1760, 679]
divider bbox=[511, 795, 647, 796]
table-cell: Drážďanská banka bbox=[1450, 486, 1692, 500]
table-row bbox=[1103, 710, 1433, 724]
table-cell: 89.— bbox=[1692, 541, 1760, 555]
paragraph: Obchod nebyl čilý, ale smýšlení bylo dobré. Způsobeno bylo vzpruhou zahraničních zpráv, které upokojily. Podražily zejména akcie státní dráhy vzhledem na nejnovější zprávy o vývozu a příjmech. Zájem jeví se dále pro papíry bankové, které zdůraznily Berlín, Alpinky, akcie pražské železářské, akcie banky pozemkové, a vůbec všechny papíry kursovní. Také doprovodné papíry byly úsporně oceněny. Kromě jmenovaných akcií státní dráhy vzrostly kurs dohodnutých papírů sešlých. Později obchod ochabl, ale tendence zůstala pevná. bbox=[1103, 876, 1433, 1043]
table-cell: 96.— bbox=[1381, 1240, 1433, 1253]
column-1 bbox=[79, 106, 394, 1969]
table-row bbox=[1103, 517, 1433, 531]
table-cell: Consolidace bbox=[1450, 597, 1692, 610]
table-cell: 97.— bbox=[1391, 517, 1433, 531]
table-cell: — bbox=[1381, 1144, 1433, 1157]
column-header: Zboží K h. bbox=[1381, 1089, 1433, 1116]
table-cell: — bbox=[1692, 500, 1760, 514]
paragraph: 10. července. (Zvl. telefonogram »Národních Listů«.) Po otevření obchod byl dnes velice pevný a zprávy z Číny, jednak na zlepšení »Rh. Westf. Ztg.«, jednak na zvýšení z valných akcií, podpořily obchod. Zejména v hodnotách bánských byl větší obchod; značně vzrostly kursy bochumských akcií, pak Laura a Consolidace. V průběhu byl obchod ještě pevnější, také banky mohly nabýti. Koncem byl obchod klidný. bbox=[1449, 269, 1829, 375]
